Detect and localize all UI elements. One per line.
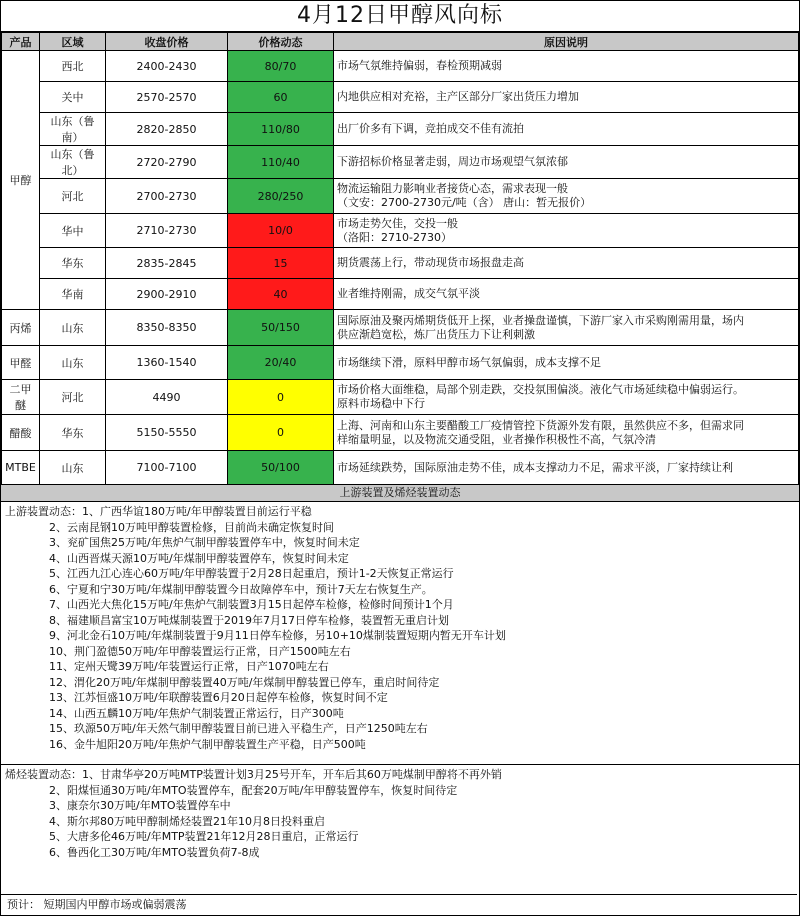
price-cell: 4490 bbox=[106, 380, 228, 415]
reason-line: 市场继续下滑，原料甲醇市场气氛偏弱，成本支撑不足 bbox=[337, 355, 601, 369]
note-text: 5、江西九江心连心60万吨/年甲醇装置于2月28日起重启，预计1-2天恢复正常运行 bbox=[49, 567, 454, 580]
region-cell: 山东 bbox=[40, 310, 106, 346]
change-cell: 10/0 bbox=[228, 214, 334, 248]
reason-cell bbox=[334, 113, 799, 146]
price-cell: 1360-1540 bbox=[106, 346, 228, 380]
table-row bbox=[2, 82, 799, 113]
table-row bbox=[2, 310, 799, 346]
note-text: 5、大唐多伦46万吨/年MTP装置21年12月28日重启，正常运行 bbox=[49, 830, 359, 843]
reason-line: 市场价格大面维稳，局部个别走跌，交投氛围偏淡。液化气市场延续稳中偏弱运行。 bbox=[337, 383, 744, 396]
note-item bbox=[5, 644, 795, 660]
note-text: 14、山西五麟10万吨/年焦炉气制装置正常运行，日产300吨 bbox=[49, 706, 344, 720]
reason-line: 物流运输阻力影响业者接货心态，需求表现一般 bbox=[337, 182, 568, 195]
note-text: 16、金牛旭阳20万吨/年焦炉气制甲醇装置生产平稳，日产500吨 bbox=[49, 737, 366, 751]
table-row bbox=[2, 415, 799, 451]
reason-cell bbox=[334, 51, 799, 82]
reason-line: 期货震荡上行，带动现货市场报盘走高 bbox=[337, 256, 524, 269]
header-product: 产品 bbox=[2, 33, 40, 51]
note-text: 3、康奈尔30万吨/年MTO装置停车中 bbox=[49, 799, 231, 812]
note-text: 13、江苏恒盛10万吨/年联醇装置6月20日起停车检修，恢复时间不定 bbox=[49, 691, 388, 704]
region-cell: 关中 bbox=[40, 82, 106, 113]
price-table bbox=[1, 32, 799, 485]
note-item bbox=[5, 613, 795, 629]
reason-line: 下游招标价格显著走弱，周边市场观望气氛浓郁 bbox=[337, 155, 568, 168]
upstream-notes bbox=[1, 502, 799, 752]
change-cell: 110/40 bbox=[228, 146, 334, 179]
note-text: 12、渭化20万吨/年煤制甲醇装置40万吨/年煤制甲醇装置已停车，重启时间待定 bbox=[49, 675, 440, 689]
region-cell: 河北 bbox=[40, 380, 106, 415]
note-item bbox=[5, 628, 795, 644]
change-cell: 50/100 bbox=[228, 451, 334, 485]
reason-cell bbox=[334, 451, 799, 485]
note-item bbox=[5, 706, 795, 722]
header-region: 区域 bbox=[40, 33, 106, 51]
header-reason: 原因说明 bbox=[334, 33, 799, 51]
reason-line: 样缩量明显，以及物流交通受阻，业者操作积极性不高，气氛冷清 bbox=[337, 432, 656, 446]
price-cell: 2570-2570 bbox=[106, 82, 228, 113]
product-cell: 丙烯 bbox=[2, 310, 40, 346]
price-cell: 2710-2730 bbox=[106, 214, 228, 248]
product-cell: 甲醇 bbox=[2, 51, 40, 310]
reason-cell bbox=[334, 279, 799, 310]
table-row bbox=[2, 248, 799, 279]
price-cell: 2900-2910 bbox=[106, 279, 228, 310]
note-item bbox=[5, 535, 795, 551]
note-item bbox=[5, 659, 795, 675]
note-item bbox=[5, 520, 795, 536]
reason-line: 原料市场稳中下行 bbox=[337, 397, 425, 410]
note-text: 11、定州天鹭39万吨/年装置运行正常，日产1070吨左右 bbox=[49, 660, 329, 673]
reason-line: 市场走势欠佳，交投一般 bbox=[337, 216, 458, 230]
price-cell: 2835-2845 bbox=[106, 248, 228, 279]
reason-cell bbox=[334, 248, 799, 279]
note-text: 10、荆门盈德50万吨/年甲醇装置运行正常，日产1500吨左右 bbox=[49, 644, 351, 658]
product-cell: 甲醛 bbox=[2, 346, 40, 380]
region-cell: 西北 bbox=[40, 51, 106, 82]
note-text: 4、斯尔邦80万吨甲醇制烯烃装置21年10月8日投料重启 bbox=[49, 814, 325, 828]
price-cell: 7100-7100 bbox=[106, 451, 228, 485]
note-text: 3、兖矿国焦25万吨/年焦炉气制甲醇装置停车中，恢复时间未定 bbox=[49, 536, 360, 549]
note-item bbox=[5, 737, 795, 753]
table-header bbox=[2, 33, 799, 51]
product-cell: MTBE bbox=[2, 451, 40, 485]
reason-line: 出厂价多有下调，竞拍成交不佳有流拍 bbox=[337, 122, 524, 135]
price-cell: 2700-2730 bbox=[106, 179, 228, 214]
note-item bbox=[5, 566, 795, 582]
reason-line: 上海、河南和山东主要醋酸工厂疫情管控下货源外发有限，虽然供应不多，但需求同 bbox=[337, 418, 744, 432]
note-label: 上游装置动态： bbox=[5, 505, 82, 518]
reason-line: 市场气氛维持偏弱，春检预期减弱 bbox=[337, 59, 502, 72]
reason-cell bbox=[334, 380, 799, 415]
header-price: 收盘价格 bbox=[106, 33, 228, 51]
note-text: 15、玖源50万吨/年天然气制甲醇装置目前已进入平稳生产，日产1250吨左右 bbox=[49, 722, 428, 735]
region-cell: 河北 bbox=[40, 179, 106, 214]
section-title: 上游装置及烯烃装置动态 bbox=[1, 485, 799, 502]
reason-line: 供应渐趋宽松，炼厂出货压力下让利刺激 bbox=[337, 327, 535, 341]
region-cell: 山东（鲁南） bbox=[40, 113, 106, 146]
note-label: 烯烃装置动态： bbox=[5, 768, 82, 781]
table-row bbox=[2, 380, 799, 415]
price-cell: 2820-2850 bbox=[106, 113, 228, 146]
note-item bbox=[5, 798, 795, 814]
table-row bbox=[2, 279, 799, 310]
change-cell: 110/80 bbox=[228, 113, 334, 146]
note-text: 2、阳煤恒通30万吨/年MTO装置停车，配套20万吨/年甲醇装置停车，恢复时间待定 bbox=[49, 783, 458, 797]
change-cell: 60 bbox=[228, 82, 334, 113]
note-item bbox=[5, 690, 795, 706]
reason-cell bbox=[334, 179, 799, 214]
note-item bbox=[5, 829, 795, 845]
region-cell: 华东 bbox=[40, 248, 106, 279]
reason-cell bbox=[334, 82, 799, 113]
note-text: 9、河北金石10万吨/年煤制装置于9月11日停车检修，另10+10煤制装置短期内暂无开车计划 bbox=[49, 629, 506, 642]
note-text: 1、广西华谊180万吨/年甲醇装置目前运行平稳 bbox=[82, 505, 312, 518]
reason-cell bbox=[334, 146, 799, 179]
note-item bbox=[5, 845, 795, 861]
change-cell: 0 bbox=[228, 380, 334, 415]
note-item bbox=[5, 504, 795, 520]
price-cell: 5150-5550 bbox=[106, 415, 228, 451]
change-cell: 0 bbox=[228, 415, 334, 451]
product-cell: 醋酸 bbox=[2, 415, 40, 451]
table-row bbox=[2, 451, 799, 485]
note-text: 1、甘肃华亭20万吨MTP装置计划3月25号开车，开车后其60万吨煤制甲醇将不再外销 bbox=[82, 768, 502, 781]
note-text: 7、山西光大焦化15万吨/年焦炉气制装置3月15日起停车检修，检修时间预计1个月 bbox=[49, 598, 454, 611]
reason-line: （文安：2700-2730元/吨（含） 唐山：暂无报价） bbox=[337, 196, 592, 209]
price-cell: 2720-2790 bbox=[106, 146, 228, 179]
table-row bbox=[2, 51, 799, 82]
change-cell: 15 bbox=[228, 248, 334, 279]
change-cell: 50/150 bbox=[228, 310, 334, 346]
note-item bbox=[5, 597, 795, 613]
table-row bbox=[2, 113, 799, 146]
reason-cell bbox=[334, 346, 799, 380]
change-cell: 40 bbox=[228, 279, 334, 310]
table-row bbox=[2, 346, 799, 380]
reason-line: 国际原油及聚丙烯期货低开上探，业者操盘谨慎，下游厂家入市采购刚需用量，场内 bbox=[337, 313, 744, 327]
region-cell: 华东 bbox=[40, 415, 106, 451]
reason-line: 业者维持刚需，成交气氛平淡 bbox=[337, 287, 480, 300]
note-item bbox=[5, 582, 795, 598]
reason-line: 市场延续跌势，国际原油走势不佳，成本支撑动力不足，需求平淡，厂家持续让利 bbox=[337, 460, 733, 474]
region-cell: 山东 bbox=[40, 346, 106, 380]
header-change: 价格动态 bbox=[228, 33, 334, 51]
reason-cell bbox=[334, 214, 799, 248]
page-title: 4月12日甲醇风向标 bbox=[1, 1, 799, 32]
note-text: 8、福建顺昌富宝10万吨煤制装置于2019年7月17日停车检修，装置暂无重启计划 bbox=[49, 613, 449, 627]
note-item bbox=[5, 767, 795, 783]
note-text: 6、宁夏和宁30万吨/年煤制甲醇装置今日故障停车中，预计7天左右恢复生产。 bbox=[49, 582, 433, 596]
table-row bbox=[2, 214, 799, 248]
region-cell: 山东 bbox=[40, 451, 106, 485]
region-cell: 华中 bbox=[40, 214, 106, 248]
note-item bbox=[5, 721, 795, 737]
reason-line: 内地供应相对充裕，主产区部分厂家出货压力增加 bbox=[337, 90, 579, 103]
reason-cell bbox=[334, 310, 799, 346]
change-cell: 80/70 bbox=[228, 51, 334, 82]
divider bbox=[0, 752, 800, 765]
note-item bbox=[5, 675, 795, 691]
note-item bbox=[5, 783, 795, 799]
table-row bbox=[2, 146, 799, 179]
olefin-notes bbox=[1, 765, 799, 860]
reason-cell bbox=[334, 415, 799, 451]
note-item bbox=[5, 551, 795, 567]
change-cell: 280/250 bbox=[228, 179, 334, 214]
change-cell: 20/40 bbox=[228, 346, 334, 380]
forecast: 预计： 短期国内甲醇市场或偏弱震荡 bbox=[1, 894, 797, 915]
region-cell: 华南 bbox=[40, 279, 106, 310]
note-item bbox=[5, 814, 795, 830]
product-cell: 二甲醚 bbox=[2, 380, 40, 415]
note-text: 6、鲁西化工30万吨/年MTO装置负荷7-8成 bbox=[49, 845, 260, 859]
table-row bbox=[2, 179, 799, 214]
price-cell: 8350-8350 bbox=[106, 310, 228, 346]
reason-line: （洛阳：2710-2730） bbox=[337, 230, 452, 244]
region-cell: 山东（鲁北） bbox=[40, 146, 106, 179]
note-text: 4、山西晋煤天源10万吨/年煤制甲醇装置停车，恢复时间未定 bbox=[49, 551, 349, 565]
note-text: 2、云南昆钢10万吨甲醇装置检修，目前尚未确定恢复时间 bbox=[49, 520, 334, 534]
price-cell: 2400-2430 bbox=[106, 51, 228, 82]
